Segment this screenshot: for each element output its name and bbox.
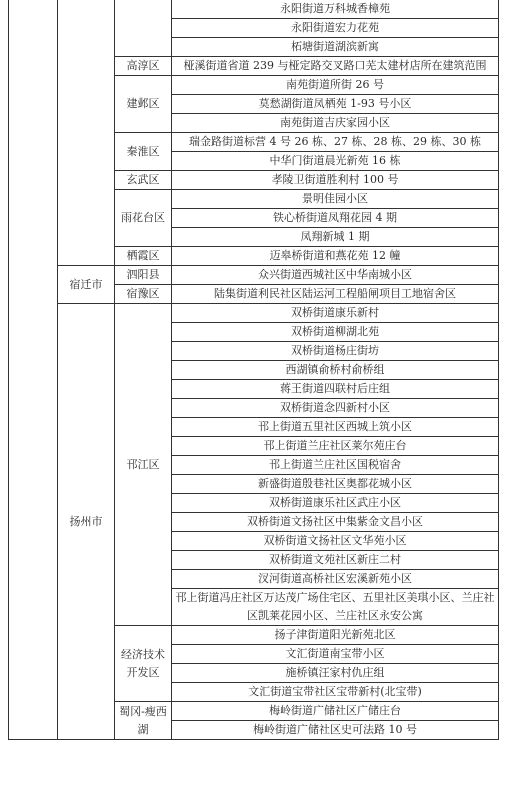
district-cell: 泗阳县 [115, 266, 172, 285]
district-cell: 雨花台区 [115, 190, 172, 247]
table-row [9, 304, 499, 323]
address-cell: 西湖镇俞桥村俞桥组 [172, 361, 499, 380]
address-cell: 扬子津街道阳光新苑北区 [172, 626, 499, 645]
address-cell: 永阳街道万科城香樟苑 [172, 0, 499, 19]
district-cell: 栖霞区 [115, 247, 172, 266]
address-cell: 蒋王街道四联村后庄组 [172, 380, 499, 399]
city-cell: 宿迁市 [58, 266, 115, 304]
address-cell: 双桥街道康乐新村 [172, 304, 499, 323]
address-cell: 孝陵卫街道胜利村 100 号 [172, 171, 499, 190]
address-cell: 邗上街道冯庄社区万达茂广场住宅区、五里社区美琪小区、兰庄社区凯莱花园小区、兰庄社区永安公寓 [172, 589, 499, 626]
district-cell: 邗江区 [115, 304, 172, 626]
address-cell: 邗上街道兰庄社区莱尔苑庄台 [172, 437, 499, 456]
district-cell: 蜀冈-瘦西湖 [115, 702, 172, 740]
address-cell: 施桥镇汪家村仇庄组 [172, 664, 499, 683]
district-cell: 宿豫区 [115, 285, 172, 304]
city-cell: 扬州市 [58, 304, 115, 740]
address-cell: 双桥街道杨庄街坊 [172, 342, 499, 361]
address-cell: 柘塘街道湖滨新寓 [172, 38, 499, 57]
address-cell: 陆集街道利民社区陆运河工程船闸项目工地宿舍区 [172, 285, 499, 304]
district-cell: 秦淮区 [115, 133, 172, 171]
address-cell: 梅岭街道广储社区广储庄台 [172, 702, 499, 721]
address-cell: 众兴街道西城社区中华南城小区 [172, 266, 499, 285]
province-cell [9, 0, 58, 740]
address-cell: 迈皋桥街道和燕花苑 12 幢 [172, 247, 499, 266]
address-cell: 永阳街道宏力花苑 [172, 19, 499, 38]
address-cell: 莫愁湖街道凤栖苑 1-93 号小区 [172, 95, 499, 114]
address-cell: 双桥街道康乐社区武庄小区 [172, 494, 499, 513]
address-cell: 双桥街道柳湖北苑 [172, 323, 499, 342]
address-cell: 南苑街道吉庆家园小区 [172, 114, 499, 133]
address-cell: 文汇街道南宝带小区 [172, 645, 499, 664]
address-cell: 双桥街道文苑社区新庄二村 [172, 551, 499, 570]
table-row [9, 0, 499, 19]
address-table [8, 0, 499, 740]
district-cell: 玄武区 [115, 171, 172, 190]
address-cell: 双桥街道念四新村小区 [172, 399, 499, 418]
address-cell: 邗上街道兰庄社区国税宿舍 [172, 456, 499, 475]
city-cell [58, 0, 115, 266]
district-cell: 经济技术开发区 [115, 626, 172, 702]
table-row [9, 266, 499, 285]
address-cell: 景明佳园小区 [172, 190, 499, 209]
address-cell: 铁心桥街道凤翔花园 4 期 [172, 209, 499, 228]
address-cell: 梅岭街道广储社区史可法路 10 号 [172, 721, 499, 740]
address-cell: 瑞金路街道标营 4 号 26 栋、27 栋、28 栋、29 栋、30 栋 [172, 133, 499, 152]
district-cell: 建邺区 [115, 76, 172, 133]
address-cell: 汊河街道高桥社区宏溪新苑小区 [172, 570, 499, 589]
address-cell: 双桥街道文扬社区中集紫金文昌小区 [172, 513, 499, 532]
address-cell: 邗上街道五里社区西城上筑小区 [172, 418, 499, 437]
address-cell: 南苑街道所街 26 号 [172, 76, 499, 95]
address-cell: 桠溪街道省道 239 与桠定路交叉路口芜太建材店所在建筑范围 [172, 57, 499, 76]
address-cell: 凤翔新城 1 期 [172, 228, 499, 247]
address-cell: 新盛街道殷巷社区奥都花城小区 [172, 475, 499, 494]
district-cell [115, 0, 172, 57]
district-cell: 高淳区 [115, 57, 172, 76]
address-cell: 文汇街道宝带社区宝带新村(北宝带) [172, 683, 499, 702]
address-cell: 双桥街道文扬社区文华苑小区 [172, 532, 499, 551]
address-cell: 中华门街道晨光新苑 16 栋 [172, 152, 499, 171]
